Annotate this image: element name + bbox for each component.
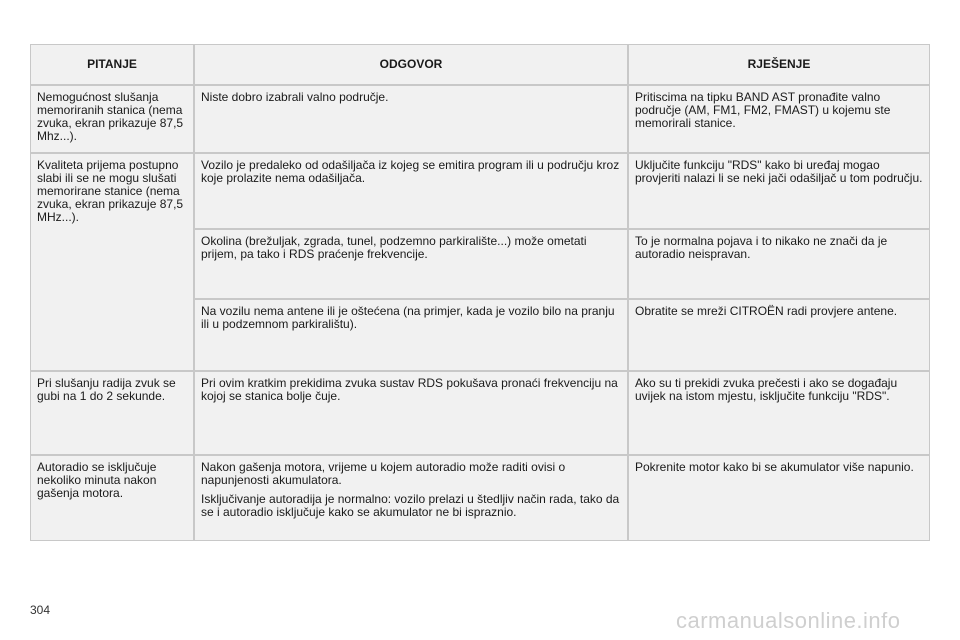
question-cell: Kvaliteta prijema postupno slabi ili se ne mogu slušati memorirane stanice (nema zvuka, ekran prikazuje 87,5 MHz...). — [31, 154, 193, 370]
solution-cell: Pritiscima na tipku BAND AST pronađite valno područje (AM, FM1, FM2, FMAST) u kojemu ste memorirali stanice. — [629, 86, 929, 152]
watermark: carmanualsonline.info — [676, 608, 901, 633]
page-number: 304 — [30, 603, 51, 617]
answer-cell: Pri ovim kratkim prekidima zvuka sustav RDS pokušava pronaći frekvenciju na kojoj se stanica bolje čuje. — [195, 372, 627, 454]
question-cell: Pri slušanju radija zvuk se gubi na 1 do 2 sekunde. — [31, 372, 193, 454]
table-row — [31, 86, 929, 152]
solution-cell: To je normalna pojava i to nikako ne znači da je autoradio neispravan. — [629, 230, 929, 298]
header-question: PITANJE — [31, 45, 193, 84]
solution-cell: Pokrenite motor kako bi se akumulator više napunio. — [629, 456, 929, 540]
solution-cell: Obratite se mreži CITROËN radi provjere antene. — [629, 300, 929, 370]
table-row — [195, 154, 929, 228]
table-row — [195, 300, 929, 370]
header-solution: RJEŠENJE — [629, 45, 929, 84]
solution-cell: Ako su ti prekidi zvuka prečesti i ako se događaju uvijek na istom mjestu, isključite funkciju "RDS". — [629, 372, 929, 454]
header-answer: ODGOVOR — [195, 45, 627, 84]
table-row — [195, 230, 929, 298]
answer-cell: Niste dobro izabrali valno područje. — [195, 86, 627, 152]
answer-cell: Na vozilu nema antene ili je oštećena (na primjer, kada je vozilo bilo na pranju ili u podzemnom parkiralištu). — [195, 300, 627, 370]
table-row — [31, 372, 929, 454]
solution-cell: Uključite funkciju "RDS" kako bi uređaj mogao provjeriti nalazi li se neki jači odašiljač u tom području. — [629, 154, 929, 228]
table-row-group — [31, 154, 929, 370]
answer-cell: Vozilo je predaleko od odašiljača iz kojeg se emitira program ili u području kroz koje prolazite nema odašiljača. — [195, 154, 627, 228]
question-cell: Nemogućnost slušanja memoriranih stanica (nema zvuka, ekran prikazuje 87,5 Mhz...). — [31, 86, 193, 152]
answer-paragraph: Nakon gašenja motora, vrijeme u kojem autoradio može raditi ovisi o napunjenosti akumulatora. — [201, 460, 566, 487]
troubleshooting-table — [30, 44, 930, 541]
table-header-row — [31, 45, 929, 84]
table-row — [31, 456, 929, 540]
answer-cell: Okolina (brežuljak, zgrada, tunel, podzemno parkiralište...) može ometati prijem, pa tako i RDS praćenje frekvencije. — [195, 230, 627, 298]
question-cell: Autoradio se isključuje nekoliko minuta nakon gašenja motora. — [31, 456, 193, 540]
answer-cell — [195, 456, 627, 540]
answer-paragraph: Isključivanje autoradija je normalno: vozilo prelazi u štedljiv način rada, tako da se i autoradio isključuje kako se akumulator ne bi ispraznio. — [201, 492, 620, 519]
